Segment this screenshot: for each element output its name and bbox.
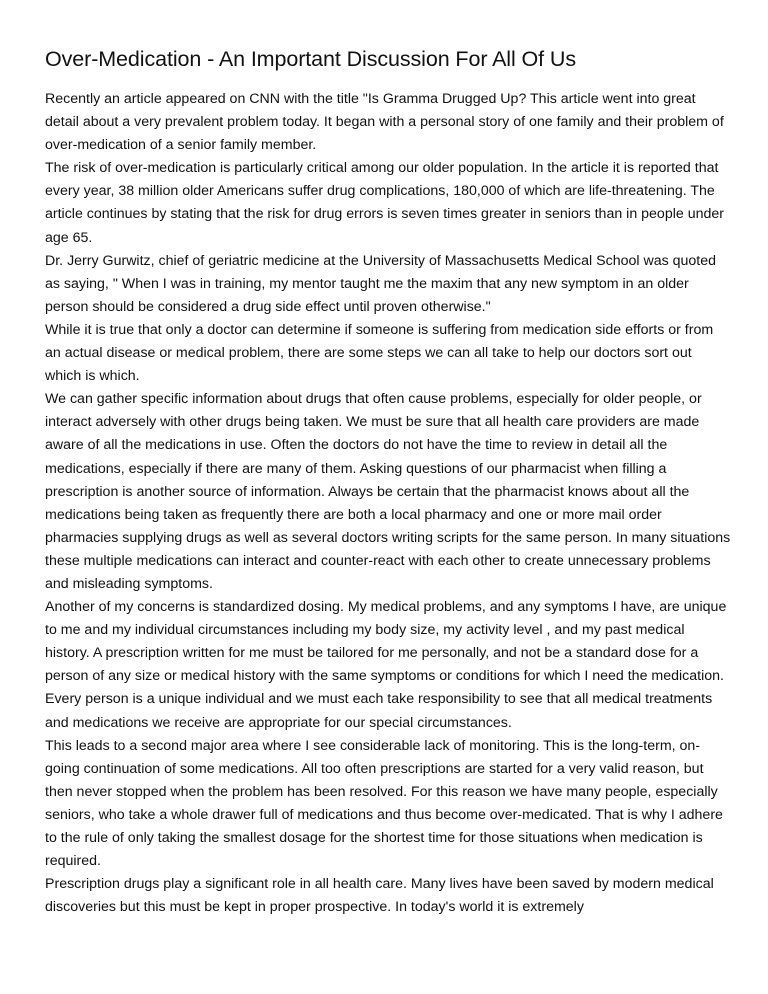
paragraph-standardized-dosing: Another of my concerns is standardized dosing. My medical problems, and any symptoms I have, are unique to me and my individual circumstances including my body size, my activity level , and my past medical history. A prescription written for me must be tailored for me personally, and not be a standard dose for a person of any size or medical history with the same symptoms or conditions for which I need the medication. Every person is a unique individual and we must each take responsibility to see that all medical treatments and medications we receive are appropriate for our special circumstances. — [45, 599, 727, 731]
paragraph-monitoring: This leads to a second major area where I see considerable lack of monitoring. This is the long-term, on-going continuation of some medications. All too often prescriptions are started for a very valid reason, but then never stopped when the problem has been resolved. For this reason we have many people, especially seniors, who take a whole drawer full of medications and thus become over-medicated. That is why I adhere to the rule of only taking the smallest dosage for the shortest time for those situations when medication is required. — [45, 737, 723, 870]
paragraph-gurwitz-quote: Dr. Jerry Gurwitz, chief of geriatric medicine at the University of Massachusetts Medical School was quoted as saying, " When I was in training, my mentor taught me the maxim that any new symptom in an older person should be considered a drug side effect until proven otherwise." — [45, 252, 717, 315]
document-page — [45, 44, 731, 919]
paragraph-gather-information: We can gather specific information about drugs that often cause problems, especially for older people, or interact adversely with other drugs being taken. We must be sure that all health care providers are made aware of all the medications in use. Often the doctors do not have the time to review in detail all the medications, especially if there are many of them. Asking questions of our pharmacist when filling a prescription is another source of information. Always be certain that the pharmacist knows about all the medications being taken as frequently there are both a local pharmacy and one or more mail order pharmacies supplying drugs as well as several doctors writing scripts for the same person. In many situations these multiple medications can interact and counter-react with each other to create unnecessary problems and misleading symptoms. — [45, 391, 731, 592]
paragraph-cnn-article: Recently an article appeared on CNN with the title "Is Gramma Drugged Up? This article went into great detail about a very prevalent problem today. It began with a personal story of one family and their problem of over-medication of a senior family member. — [45, 91, 724, 154]
paragraph-risk-statistics: The risk of over-medication is particularly critical among our older population. In the article it is reported that every year, 38 million older Americans suffer drug complications, 180,000 of which are life-threatening. The article continues by stating that the risk for drug errors is seven times greater in seniors than in people under age 65. — [45, 160, 724, 246]
paragraph-doctor-determination: While it is true that only a doctor can determine if someone is suffering from medication side efforts or from an actual disease or medical problem, there are some steps we can all take to help our doctors sort out which is which. — [45, 321, 714, 385]
document-title: Over-Medication - An Important Discussion For All Of Us — [45, 47, 576, 71]
paragraph-prescription-role: Prescription drugs play a significant role in all health care. Many lives have been saved by modern medical discoveries but this must be kept in proper prospective. In today's world it is extremely — [45, 876, 714, 916]
document-body — [45, 88, 731, 919]
